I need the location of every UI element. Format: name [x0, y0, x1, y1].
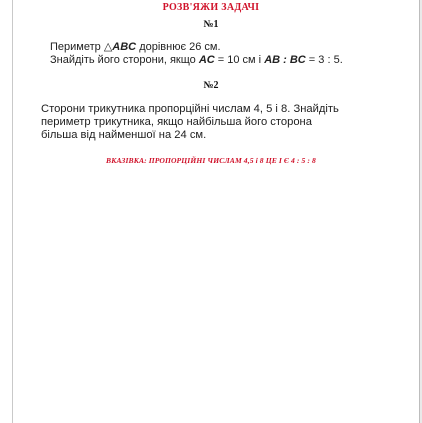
ac-value: = 10 см і	[214, 54, 265, 66]
task-1-number: №1	[203, 19, 219, 30]
task-2-line-3: більша від найменшої на 24 см.	[41, 129, 207, 141]
task-1-line-2	[50, 54, 410, 67]
page-left-border	[12, 0, 13, 423]
side-ac: AC	[198, 54, 215, 66]
task-1-line-1	[50, 41, 410, 54]
task-2-line-1: Сторони трикутника пропорційні числам 4, 5 і 8. Знайдіть	[41, 103, 339, 115]
task-1-line-1-rest: дорівнює 26 см.	[136, 41, 221, 53]
task-1-line-2-text: Знайдіть його сторони, якщо	[50, 54, 199, 66]
ratio-value: = 3 : 5.	[305, 54, 343, 66]
task-1-text	[50, 41, 410, 67]
ratio-label: AB : BC	[264, 54, 306, 66]
task-1-line-1-text: Периметр	[50, 41, 104, 53]
triangle-name: ABC	[112, 41, 137, 53]
hint-text: ВКАЗІВКА: ПРОПОРЦІЙНІ ЧИСЛАМ 4,5 і 8 ЦЕ І Є 4 : 5 : 8	[106, 156, 316, 165]
task-2-text	[41, 103, 381, 142]
task-2-line-2: периметр трикутника, якщо найбільша його сторона	[41, 116, 312, 128]
page-title: РОЗВ'ЯЖИ ЗАДАЧІ	[162, 2, 260, 13]
triangle-symbol: △	[103, 41, 113, 53]
task-2-number: №2	[203, 80, 219, 91]
